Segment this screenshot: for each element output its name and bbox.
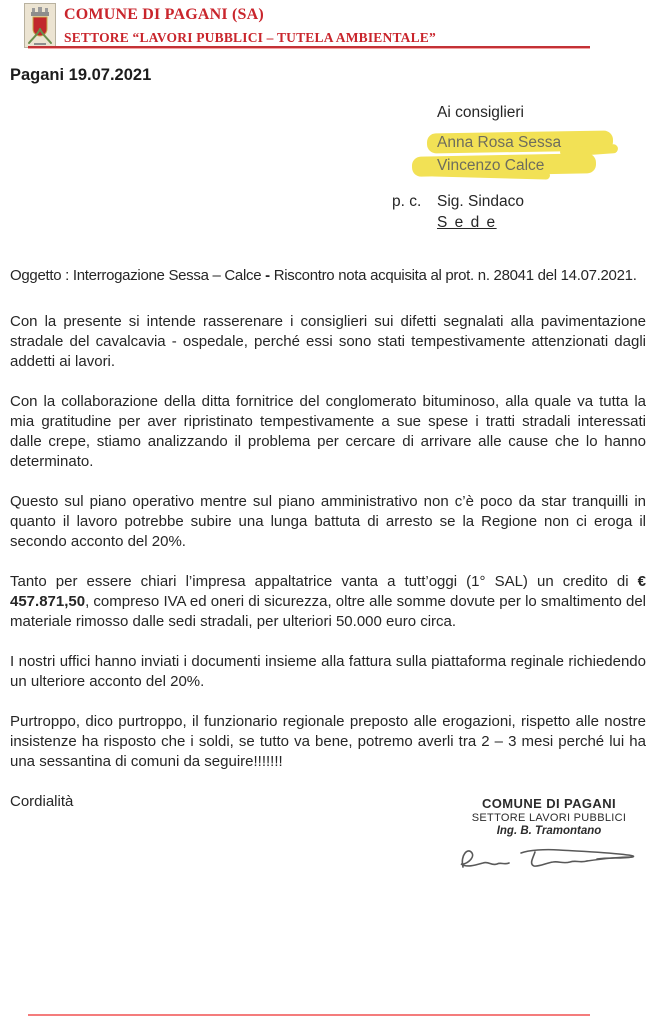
closing-salutation: Cordialità (10, 793, 74, 810)
place-date: Pagani 19.07.2021 (10, 66, 152, 84)
paragraph (10, 572, 646, 632)
letterhead (24, 3, 436, 48)
paragraph: Con la collaborazione della ditta fornitrice del conglomerato bituminoso, alla quale va tutta la mia gratitudine per aver ripristinato tempestivamente a sue spese i tratti stradali interessati dalle crepe, stiamo analizzando il problema per cercare di arrivare alle cause che lo hanno determinato. (10, 393, 646, 470)
cc-recipient: Sig. Sindaco (437, 193, 525, 210)
paragraph-text: , compreso IVA ed oneri di sicurezza, oltre alle somme dovute per lo smaltimento del materiale rimosso dalle sedi stradali, per ulteriori 50.000 euro circa. (10, 593, 646, 630)
paragraph-text: Tanto per essere chiari l’impresa appaltatrice vanta a tutt’oggi (1° SAL) un credito di (10, 573, 638, 590)
paragraph: Con la presente si intende rasserenare i consiglieri sui difetti segnalati alla pavimentazione stradale del cavalcavia - ospedale, perché essi sono stati tempestivamente attenzionati dagli addetti ai lavori. (10, 313, 646, 370)
subject-separator: - (265, 267, 270, 284)
cc-location: S e d e (437, 214, 497, 231)
letter-body (10, 266, 646, 832)
subject-text: Oggetto : Interrogazione Sessa – Calce (10, 267, 266, 284)
subject-text: Riscontro nota acquisita al prot. n. 28041 del 14.07.2021. (269, 267, 637, 284)
signature-org: COMUNE DI PAGANI (482, 796, 616, 811)
department-name: SETTORE “LAVORI PUBBLICI – TUTELA AMBIENTALE” (64, 30, 436, 45)
paragraph: I nostri uffici hanno inviati i documenti insieme alla fattura sulla piattaforma reginale richiedendo un ulteriore acconto del 20%. (10, 653, 646, 690)
coat-of-arms-icon (24, 3, 56, 48)
org-name: COMUNE DI PAGANI (SA) (64, 6, 264, 23)
signature-dept: SETTORE LAVORI PUBBLICI (471, 812, 627, 824)
signature-signer: Ing. B. Tramontano (496, 825, 602, 837)
credit-amount: € 457.871,50 (10, 573, 646, 610)
signature-scribble-icon (449, 839, 649, 881)
signature-block (449, 796, 649, 881)
header-divider (28, 46, 590, 49)
paragraph: Questo sul piano operativo mentre sul piano amministrativo non c’è poco da star tranquilli in quanto il lavoro potrebbe subire una lunga battuta di arresto se la Regione non ci eroga il secondo acconto del 20%. (10, 493, 646, 550)
cc-label: p. c. (392, 193, 422, 210)
recipient-name: Vincenzo Calce (437, 157, 545, 174)
subject-line (10, 266, 646, 286)
paragraph: Purtroppo, dico purtroppo, il funzionario regionale preposto alle erogazioni, rispetto alle nostre insistenze ha risposto che i soldi, se tutto va bene, potremo averli tra 2 – 3 mesi perché lui ha una sessantina di comuni da seguire!!!!!!! (10, 713, 646, 770)
recipient-name: Anna Rosa Sessa (437, 134, 562, 151)
footer-divider (28, 1014, 590, 1016)
recipient-label: Ai consiglieri (437, 104, 525, 121)
